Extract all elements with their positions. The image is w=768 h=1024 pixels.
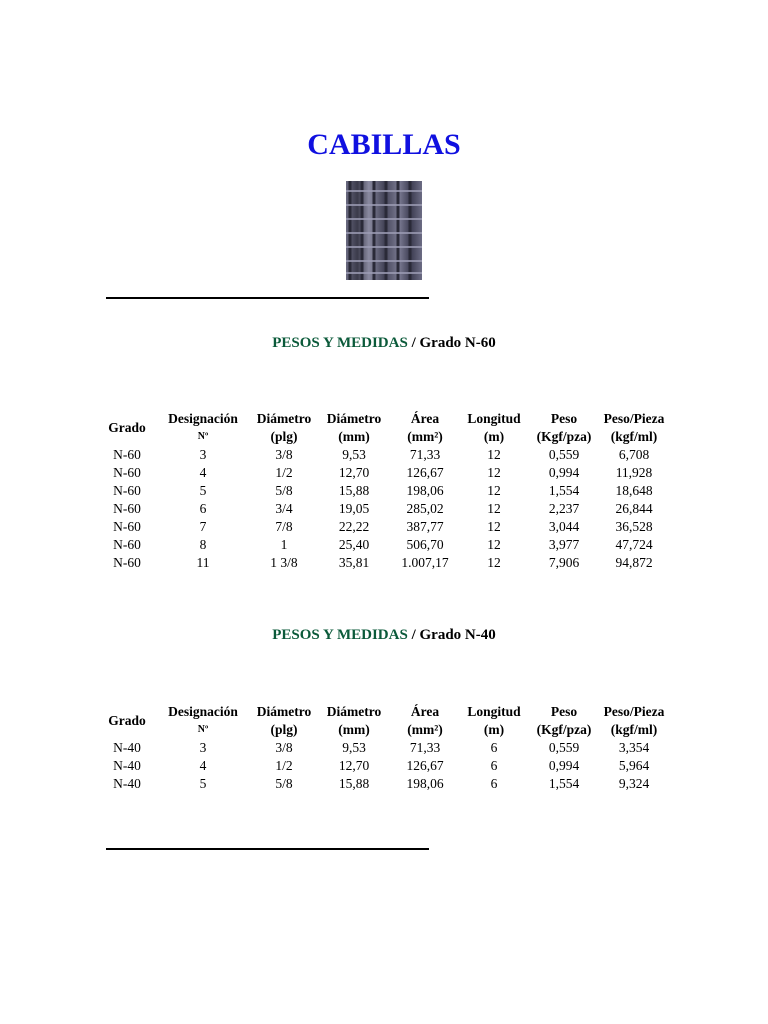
section-heading-n40 (0, 627, 768, 644)
cell-diametro-plg: 1/2 (275, 758, 293, 773)
col-header-diametro-mm-unit: (mm) (338, 429, 370, 444)
cell-diametro-plg: 1/2 (275, 465, 293, 480)
col-header-longitud-unit: (m) (483, 722, 505, 737)
col-header-diametro-plg: Diámetro (256, 411, 312, 426)
table-row (100, 482, 670, 500)
cell-diametro-mm: 35,81 (338, 555, 370, 570)
cell-grado: N-60 (113, 465, 141, 480)
cell-peso: 0,559 (548, 447, 580, 462)
cell-area: 198,06 (406, 776, 444, 791)
cell-diametro-mm: 15,88 (338, 483, 370, 498)
cell-diametro-mm: 15,88 (338, 776, 370, 791)
col-header-area-unit: (mm²) (407, 429, 443, 444)
table-row (100, 757, 670, 775)
cell-diametro-plg: 5/8 (275, 776, 293, 791)
cell-area: 71,33 (409, 740, 441, 755)
cell-designacion: 4 (199, 758, 207, 773)
cell-peso-pieza: 6,708 (618, 447, 650, 462)
section-heading-separator: / (407, 335, 420, 351)
table-row (100, 536, 670, 554)
cell-designacion: 5 (199, 483, 207, 498)
cell-grado: N-60 (113, 555, 141, 570)
cell-diametro-mm: 12,70 (338, 465, 370, 480)
cell-peso-pieza: 11,928 (615, 465, 653, 480)
cell-designacion: 3 (199, 740, 207, 755)
cell-longitud: 12 (487, 501, 501, 516)
cell-longitud: 12 (487, 447, 501, 462)
table-row (100, 775, 670, 793)
cell-diametro-mm: 25,40 (338, 537, 370, 552)
cell-peso-pieza: 3,354 (618, 740, 650, 755)
cell-designacion: 3 (199, 447, 207, 462)
col-header-diametro-plg-unit: (plg) (270, 722, 298, 737)
cell-area: 1.007,17 (401, 555, 449, 570)
cell-longitud: 6 (490, 776, 498, 791)
cell-grado: N-40 (113, 740, 141, 755)
cell-designacion: 7 (199, 519, 207, 534)
cell-diametro-mm: 9,53 (342, 447, 366, 462)
table-row (100, 518, 670, 536)
table-row (100, 500, 670, 518)
col-header-grado: Grado (108, 713, 146, 728)
cell-peso: 7,906 (548, 555, 580, 570)
cell-area: 506,70 (406, 537, 444, 552)
col-header-longitud: Longitud (467, 704, 521, 719)
cell-peso-pieza: 26,844 (615, 501, 653, 516)
cell-peso: 3,977 (548, 537, 580, 552)
rebar-photo-graphic (346, 181, 422, 280)
table-row (100, 739, 670, 757)
cell-diametro-plg: 3/8 (275, 740, 293, 755)
cell-longitud: 6 (490, 740, 498, 755)
col-header-designacion: Designación (168, 411, 238, 426)
divider-top (106, 297, 429, 299)
cell-area: 198,06 (406, 483, 444, 498)
col-header-peso-pieza-unit: (kgf/ml) (610, 722, 658, 737)
col-header-grado: Grado (108, 420, 146, 435)
table-grado-n40 (100, 703, 670, 793)
cell-peso: 2,237 (548, 501, 580, 516)
cell-diametro-plg: 1 (280, 537, 288, 552)
cell-diametro-plg: 5/8 (275, 483, 293, 498)
col-header-peso: Peso (550, 704, 578, 719)
cell-diametro-plg: 3/8 (275, 447, 293, 462)
cell-diametro-plg: 7/8 (275, 519, 293, 534)
col-header-diametro-mm-unit: (mm) (338, 722, 370, 737)
table-header (100, 703, 670, 739)
table-body (100, 446, 670, 572)
cell-longitud: 12 (487, 483, 501, 498)
cell-longitud: 12 (487, 537, 501, 552)
cell-longitud: 6 (490, 758, 498, 773)
cell-peso: 0,994 (548, 465, 580, 480)
col-header-designacion: Designación (168, 704, 238, 719)
cell-area: 71,33 (409, 447, 441, 462)
cell-diametro-mm: 22,22 (338, 519, 370, 534)
cell-longitud: 12 (487, 555, 501, 570)
cell-designacion: 8 (199, 537, 207, 552)
table-body (100, 739, 670, 793)
cell-area: 126,67 (406, 758, 444, 773)
cell-designacion: 11 (196, 555, 210, 570)
cell-designacion: 6 (199, 501, 207, 516)
col-header-longitud-unit: (m) (483, 429, 505, 444)
cell-peso: 1,554 (548, 483, 580, 498)
cell-area: 387,77 (406, 519, 444, 534)
section-heading-n60 (0, 335, 768, 352)
cell-diametro-plg: 1 3/8 (270, 555, 298, 570)
col-header-peso-pieza: Peso/Pieza (603, 704, 665, 719)
col-header-designacion-unit: Nº (197, 431, 209, 442)
section-heading-grade: Grado N-40 (419, 627, 496, 643)
col-header-peso-pieza: Peso/Pieza (603, 411, 665, 426)
col-header-diametro-plg: Diámetro (256, 704, 312, 719)
cell-peso: 0,994 (548, 758, 580, 773)
page-title: CABILLAS (307, 128, 461, 161)
col-header-designacion-unit: Nº (197, 724, 209, 735)
divider-bottom (106, 848, 429, 850)
cell-diametro-mm: 9,53 (342, 740, 366, 755)
col-header-peso-unit: (Kgf/pza) (536, 722, 592, 737)
cell-peso: 1,554 (548, 776, 580, 791)
cell-peso: 3,044 (548, 519, 580, 534)
cell-grado: N-60 (113, 447, 141, 462)
cell-area: 285,02 (406, 501, 444, 516)
cell-designacion: 4 (199, 465, 207, 480)
cell-peso-pieza: 9,324 (618, 776, 650, 791)
cell-area: 126,67 (406, 465, 444, 480)
cell-grado: N-60 (113, 501, 141, 516)
table-header (100, 410, 670, 446)
col-header-diametro-mm: Diámetro (326, 704, 382, 719)
cell-diametro-mm: 12,70 (338, 758, 370, 773)
col-header-area: Área (410, 704, 440, 719)
col-header-area: Área (410, 411, 440, 426)
cell-grado: N-60 (113, 519, 141, 534)
cell-peso: 0,559 (548, 740, 580, 755)
section-heading-main: PESOS Y MEDIDAS (272, 627, 408, 643)
col-header-peso: Peso (550, 411, 578, 426)
table-row (100, 554, 670, 572)
col-header-longitud: Longitud (467, 411, 521, 426)
section-heading-separator: / (407, 627, 420, 643)
cell-diametro-mm: 19,05 (338, 501, 370, 516)
cell-grado: N-40 (113, 776, 141, 791)
table-row (100, 446, 670, 464)
cell-grado: N-60 (113, 483, 141, 498)
cell-longitud: 12 (487, 465, 501, 480)
cell-peso-pieza: 36,528 (615, 519, 653, 534)
col-header-peso-pieza-unit: (kgf/ml) (610, 429, 658, 444)
cell-peso-pieza: 5,964 (618, 758, 650, 773)
col-header-diametro-plg-unit: (plg) (270, 429, 298, 444)
cell-grado: N-40 (113, 758, 141, 773)
cell-grado: N-60 (113, 537, 141, 552)
col-header-diametro-mm: Diámetro (326, 411, 382, 426)
cell-diametro-plg: 3/4 (275, 501, 293, 516)
table-row (100, 464, 670, 482)
col-header-area-unit: (mm²) (407, 722, 443, 737)
table-grado-n60 (100, 410, 670, 572)
section-heading-main: PESOS Y MEDIDAS (272, 335, 408, 351)
cell-designacion: 5 (199, 776, 207, 791)
cell-peso-pieza: 18,648 (615, 483, 653, 498)
cell-longitud: 12 (487, 519, 501, 534)
cell-peso-pieza: 47,724 (615, 537, 653, 552)
cell-peso-pieza: 94,872 (615, 555, 653, 570)
col-header-peso-unit: (Kgf/pza) (536, 429, 592, 444)
rebar-photo (346, 181, 422, 280)
section-heading-grade: Grado N-60 (419, 335, 496, 351)
